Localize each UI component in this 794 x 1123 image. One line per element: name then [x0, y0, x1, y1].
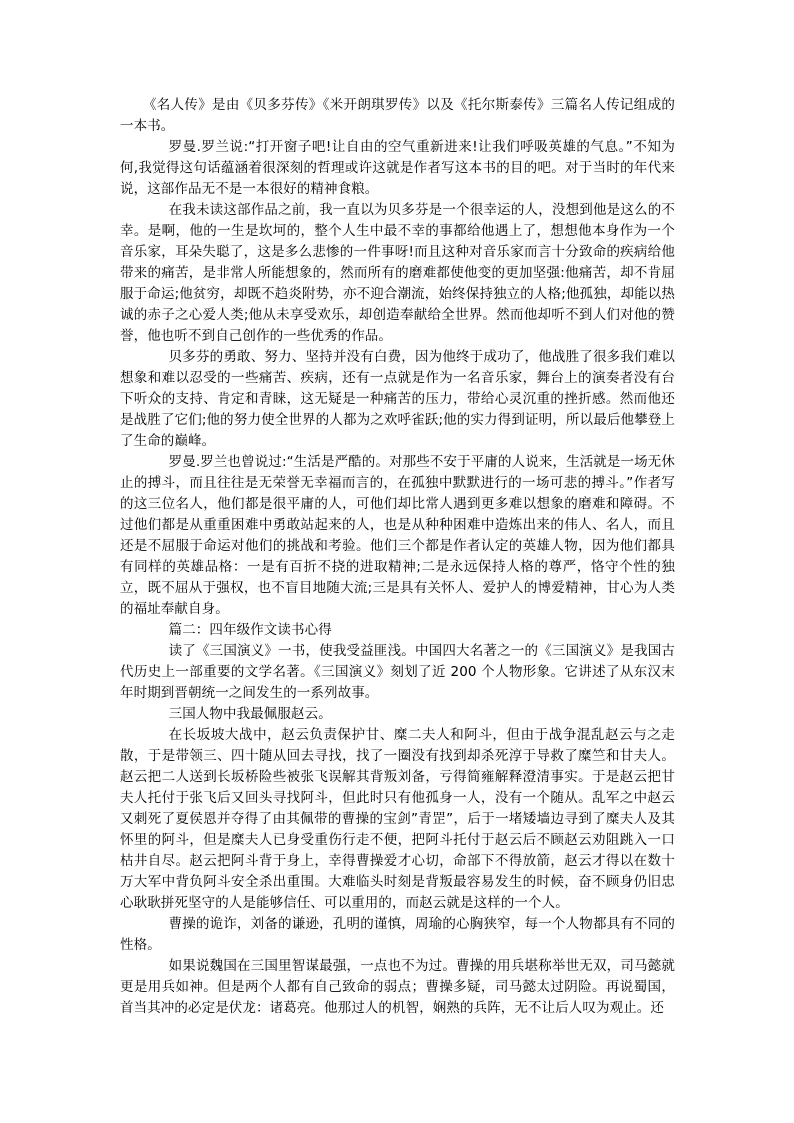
- paragraph-life-is-harsh: 罗曼.罗兰也曾说过:“生活是严酷的。对那些不安于平庸的人说来，生活就是一场无休止的搏斗，而且往往是无荣誉无幸福而言的，在孤独中默默进行的一场可悲的搏斗。”作者写的这三位名人，他们都是很平庸的人，可他们却比常人遇到更多难以想象的磨难和障碍。不过他们都是从重重困难中勇敢站起来的人，也是从种种困难中造炼出来的伟人、名人，而且还是不屈服于命运对他们的挑战和考验。他们三个都是作者认定的英雄人物，因为他们都具有同样的英雄品格：一是有百折不挠的进取精神;二是永远保持人格的尊严，恪守个性的独立，既不屈从于强权，也不盲目地随大流;三是具有关怀人、爱护人的博爱精神，甘心为人类的福址奉献自身。: [120, 454, 675, 617]
- section-heading: 篇二：四年级作文读书心得: [168, 622, 332, 638]
- document-page: [120, 95, 675, 1019]
- paragraph-beethoven-misfortune: 在我未读这部作品之前，我一直以为贝多芬是一个很幸运的人，没想到他是这么的不幸。是啊，他的一生是坎坷的，整个人生中最不幸的事都给他遇上了，想想他本身作为一个音乐家，耳朵失聪了，这是多么悲惨的一件事呀!而且这种对音乐家而言十分致命的疾病给他带来的痛苦，是非常人所能想象的，然而所有的磨难都使他变的更加坚强:他痛苦，却不肯屈服于命运;他贫穷，却既不趋炎附势，亦不迎合潮流，始终保持独立的人格;他孤独，却能以热诚的赤子之心爱人类;他从未享受欢乐，却创造奉献给全世界。然而他却听不到人们对他的赞誉，他也听不到自己创作的一些优秀的作品。: [120, 202, 675, 344]
- paragraph-romain-rolland-quote: 罗曼.罗兰说:“打开窗子吧!让自由的空气重新进来!让我们呼吸英雄的气息。”不知为何,我觉得这句话蕴涵着很深刻的哲理或许这就是作者写这本书的目的吧。对于当时的年代来说，这部作品无不是一本很好的精神食粮。: [120, 139, 675, 197]
- paragraph-intro: 《名人传》是由《贝多芬传》《米开朗琪罗传》以及《托尔斯泰传》三篇名人传记组成的一本书。: [120, 97, 675, 134]
- paragraph-zhao-yun: 三国人物中我最佩服赵云。: [168, 706, 332, 722]
- paragraph-characters: 曹操的诡诈，刘备的谦逊，孔明的谨慎，周瑜的心胸狭窄，每一个人物都具有不同的性格。: [120, 916, 675, 953]
- paragraph-three-kingdoms-intro: 读了《三国演义》一书，使我受益匪浅。中国四大名著之一的《三国演义》是我国古代历史上一部重要的文学名著。《三国演义》刻划了近 200 个人物形象。它讲述了从东汉末年时期到晋朝统一之间发生的一系列故事。: [120, 643, 675, 701]
- paragraph-changban: 在长坂坡大战中，赵云负责保护甘、糜二夫人和阿斗，但由于战争混乱赵云与之走散，于是带领三、四十随从回去寻找，找了一圈没有找到却杀死淳于导救了糜竺和甘夫人。赵云把二人送到长坂桥险些被张飞误解其背叛刘备，亏得简雍解释澄清事实。于是赵云把甘夫人托付于张飞后又回头寻找阿斗，但此时只有他孤身一人，没有一个随从。乱军之中赵云又刺死了夏侯恩并夺得了由其佩带的曹操的宝剑”青罡”，后于一堵矮墙边寻到了糜夫人及其怀里的阿斗，但是糜夫人已身受重伤行走不便，把阿斗托付于赵云后不顾赵云劝阻跳入一口枯井自尽。赵云把阿斗背于身上，幸得曹操爱才心切，命部下不得放箭，赵云才得以在数十万大军中背负阿斗安全杀出重围。大难临头时刻是背叛最容易发生的时候，奋不顾身仍旧忠心耿耿拼死坚守的人是能够信任、可以重用的，而赵云就是这样的一个人。: [120, 727, 675, 911]
- paragraph-wei-shu: 如果说魏国在三国里智谋最强，一点也不为过。曹操的用兵堪称举世无双，司马懿就更是用兵如神。但是两个人都有自己致命的弱点；曹操多疑，司马懿太过阴险。再说蜀国，首当其冲的必定是伏龙：诸葛亮。他那过人的机智，娴熟的兵阵，无不让后人叹为观止。还: [120, 958, 675, 1016]
- paragraph-beethoven-courage: 贝多芬的勇敢、努力、坚持并没有白费，因为他终于成功了，他战胜了很多我们难以想象和难以忍受的一些痛苦、疾病，还有一点就是作为一名音乐家，舞台上的演奏者没有台下听众的支持、肯定和青睐，这无疑是一种痛苦的压力，带给心灵沉重的挫折感。然而他还是战胜了它们;他的努力使全世界的人都为之欢呼雀跃;他的实力得到证明，所以最后他攀登上了生命的巅峰。: [120, 349, 675, 449]
